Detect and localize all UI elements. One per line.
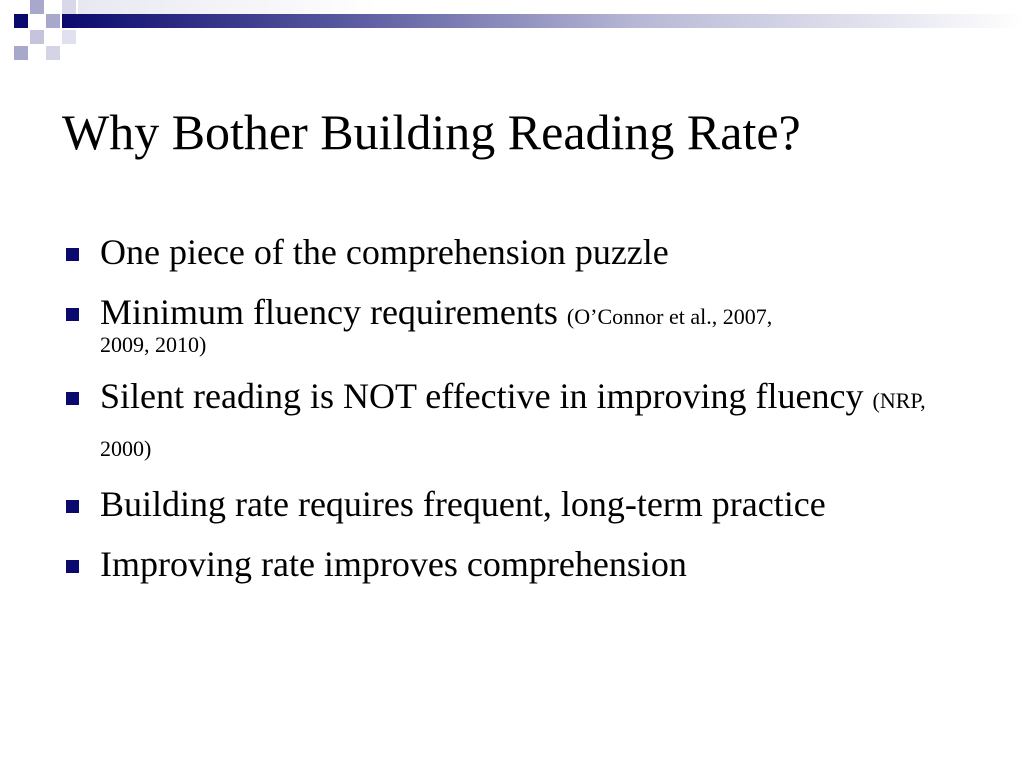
bullet-text: Building rate requires frequent, long-term practice: [100, 484, 826, 524]
decorative-square: [30, 0, 44, 14]
square-bullet-icon: [66, 392, 79, 405]
square-bullet-icon: [66, 500, 79, 513]
decorative-bar: [78, 0, 378, 14]
bullet-list: [62, 228, 982, 600]
square-bullet-icon: [66, 248, 79, 261]
bullet-text: Minimum fluency requirements: [100, 292, 567, 332]
bullet-item: [62, 480, 982, 528]
decorative-gradient-bar: [62, 14, 1024, 28]
bullet-text: Improving rate improves comprehension: [100, 544, 687, 584]
decorative-square: [62, 30, 76, 44]
bullet-citation: (NRP, 2000): [100, 388, 926, 461]
decorative-square: [14, 46, 28, 60]
square-bullet-icon: [66, 560, 79, 573]
bullet-item: [62, 228, 982, 276]
decorative-square: [46, 46, 60, 60]
bullet-citation: (O’Connor et al., 2007,: [566, 304, 773, 329]
bullet-item: [62, 540, 982, 588]
decorative-square: [46, 14, 60, 28]
bullet-text: One piece of the comprehension puzzle: [100, 232, 669, 272]
slide-title: Why Bother Building Reading Rate?: [62, 104, 801, 160]
decorative-square: [62, 0, 76, 14]
bullet-text: Silent reading is NOT effective in improving fluency: [100, 376, 873, 416]
bullet-item: [62, 288, 982, 360]
decorative-square: [14, 14, 28, 28]
bullet-item: [62, 372, 982, 468]
square-bullet-icon: [66, 308, 79, 321]
decorative-square: [30, 30, 44, 44]
bullet-citation-continued: 2009, 2010): [100, 332, 207, 357]
